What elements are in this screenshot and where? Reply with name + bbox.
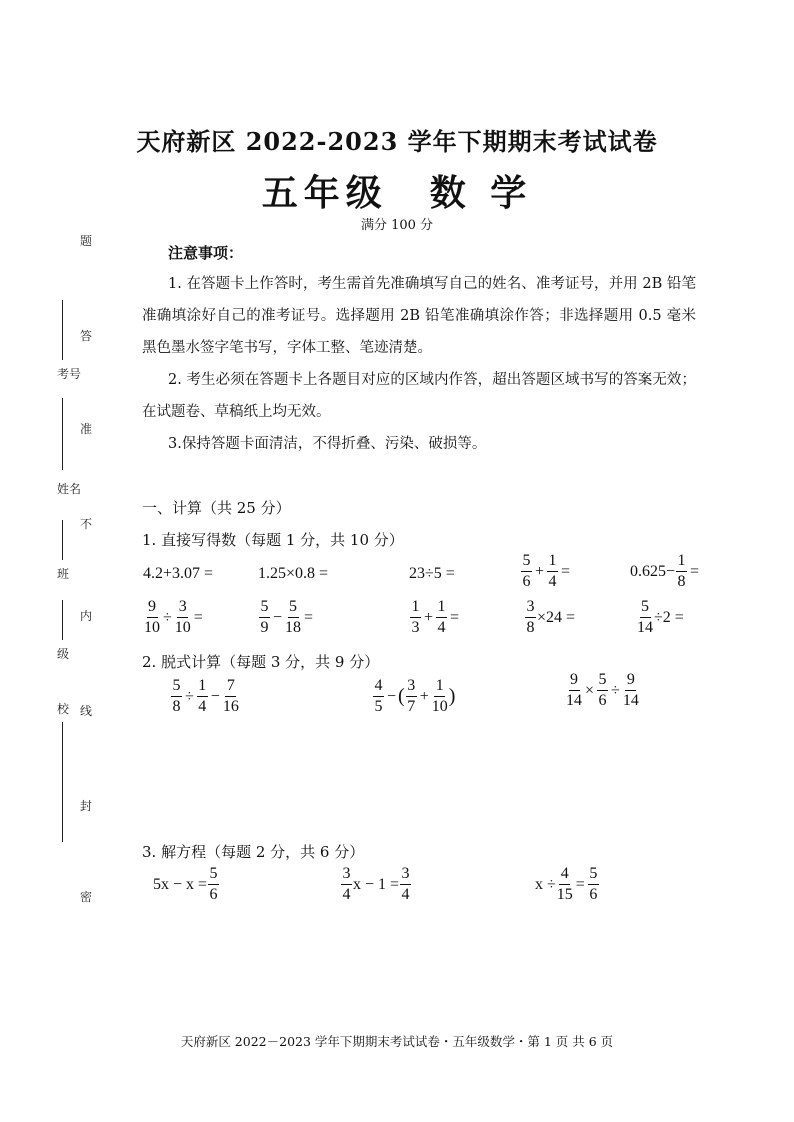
q1-item-5: 0.625− $\frac{1}{8}$ = xyxy=(630,552,700,590)
q1-item-3 xyxy=(409,565,455,583)
question-1-title: 1. 直接写得数（每题 1 分，共 10 分） xyxy=(142,531,404,549)
fraction: $\frac{9}{10}$ xyxy=(144,598,160,636)
margin-field-name: 姓名 xyxy=(57,482,82,496)
q1-item-4: $\frac{5}{6}$ + $\frac{1}{4}$ = xyxy=(522,552,571,590)
q1-item-3-text: 23÷5 = xyxy=(409,565,455,582)
notice-item-2: 2. 考生必须在答题卡上各题目对应的区域内作答，超出答题区域书写的答案无效；在试题卷、草稿纸上均无效。 xyxy=(142,372,696,420)
fraction: $\frac{3}{8}$ xyxy=(526,598,535,636)
q1-item-2-text: 1.25×0.8 = xyxy=(258,565,329,582)
notice-heading: 注意事项： xyxy=(168,244,244,262)
page-footer: 天府新区 2022－2023 学年下期期末考试试卷・五年级数学・第 1 页 共 6 页 xyxy=(180,1034,614,1049)
q3-item-3: x ÷ $\frac{4}{15}$ = $\frac{5}{6}$ xyxy=(535,865,598,903)
margin-field-id: 考号 xyxy=(57,367,82,381)
q1-item-8: $\frac{1}{3}$ + $\frac{1}{4}$ = xyxy=(411,598,460,636)
q1-item-2 xyxy=(258,565,328,583)
q1-item-1-text: 4.2+3.07 = xyxy=(143,565,214,582)
exam-subject: 五年级 数 学 xyxy=(261,172,533,214)
margin-field-class: 班 xyxy=(57,567,70,581)
margin-label-4: 不 xyxy=(80,517,93,531)
margin-label-5: 内 xyxy=(80,609,93,623)
fraction: $\frac{1}{4}$ xyxy=(437,598,446,636)
q2-item-3: $\frac{9}{14}$ × $\frac{5}{6}$ ÷ $\frac{9}{14}$ xyxy=(566,671,639,709)
question-3-title: 3. 解方程（每题 2 分，共 6 分） xyxy=(142,843,365,861)
fraction: $\frac{5}{18}$ xyxy=(285,598,302,636)
margin-line-4 xyxy=(62,600,63,640)
margin-line-2 xyxy=(62,398,63,470)
margin-line-3 xyxy=(62,520,63,560)
q2-item-2: $\frac{4}{5}$ − ( $\frac{3}{7}$ + $\frac{1}{10}$ ) xyxy=(374,677,456,715)
section-title: 一、计算（共 25 分） xyxy=(142,499,291,517)
exam-title: 天府新区 2022-2023 学年下期期末考试试卷 xyxy=(136,127,658,156)
fraction: $\frac{3}{10}$ xyxy=(174,598,191,636)
fraction: $\frac{5}{6}$ xyxy=(522,552,531,590)
margin-label-2: 答 xyxy=(80,329,93,343)
fraction: $\frac{1}{8}$ xyxy=(677,552,686,590)
margin-label-8: 密 xyxy=(80,890,93,904)
notice-item-1: 1. 在答题卡上作答时，考生需首先准确填写自己的姓名、准考证号，并用 2B 铅笔准确填涂好自己的准考证号。选择题用 2B 铅笔准确填涂作答；非选择题用 0.5 毫米黑色墨水签字笔书写，字体工整、笔迹清楚。 xyxy=(142,276,696,356)
q1-item-7: $\frac{5}{9}$ − $\frac{5}{18}$ = xyxy=(260,598,314,636)
q1-item-9: $\frac{3}{8}$ ×24 = xyxy=(526,598,576,636)
full-score: 满分 100 分 xyxy=(360,218,434,233)
fraction: $\frac{1}{4}$ xyxy=(548,552,557,590)
fraction: $\frac{1}{3}$ xyxy=(411,598,420,636)
margin-line-1 xyxy=(62,300,63,360)
margin-line-5 xyxy=(62,722,63,842)
question-2-title: 2. 脱式计算（每题 3 分，共 9 分） xyxy=(142,653,380,671)
margin-label-3: 准 xyxy=(80,422,93,436)
notice-item-3: 3.保持答题卡面清洁，不得折叠、污染、破损等。 xyxy=(168,436,487,452)
margin-label-7: 封 xyxy=(80,799,93,813)
q1-item-6: $\frac{9}{10}$ ÷ $\frac{3}{10}$ = xyxy=(144,598,203,636)
margin-label-6: 线 xyxy=(80,704,93,718)
q1-item-10: $\frac{5}{14}$ ÷2 = xyxy=(637,598,684,636)
margin-field-school: 校 xyxy=(57,702,70,716)
margin-label-1: 题 xyxy=(80,234,93,248)
fraction: $\frac{5}{14}$ xyxy=(637,598,653,636)
q1-item-1 xyxy=(143,565,213,583)
q3-item-2: $\frac{3}{4}$ x − 1 = $\frac{3}{4}$ xyxy=(342,865,410,903)
q2-item-1: $\frac{5}{8}$ ÷ $\frac{1}{4}$ − $\frac{7}{16}$ xyxy=(172,677,239,715)
fraction: $\frac{5}{9}$ xyxy=(260,598,269,636)
margin-field-grade: 级 xyxy=(57,647,70,661)
q3-item-1: 5x − x = $\frac{5}{6}$ xyxy=(153,865,218,903)
